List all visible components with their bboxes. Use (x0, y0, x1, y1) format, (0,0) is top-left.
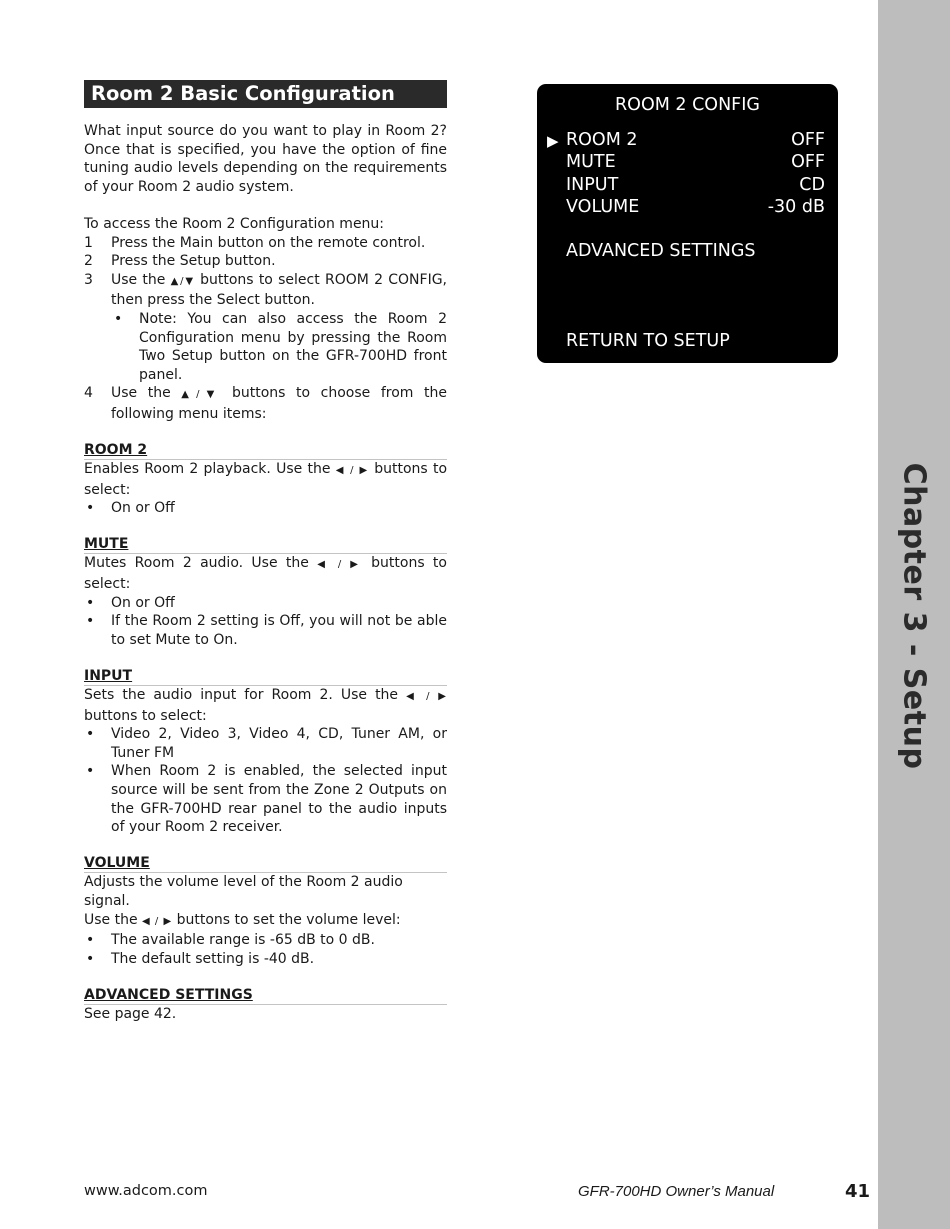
intro-paragraph: What input source do you want to play in Room 2? Once that is specified, you have the option of fine tuning audio levels depending on the requirements of your Room 2 audio system. (84, 123, 447, 195)
input-heading: INPUT (84, 668, 447, 686)
volume-description: Adjusts the volume level of the Room 2 audio signal. (84, 874, 403, 909)
step-item: 2 Press the Setup button. (84, 253, 276, 270)
step-item: 1 Press the Main button on the remote control. (84, 234, 426, 251)
osd-title: ROOM 2 CONFIG (615, 95, 760, 115)
volume-heading: VOLUME (84, 855, 447, 873)
list-item: • The available range is -65 dB to 0 dB. (86, 932, 375, 949)
advanced-heading: ADVANCED SETTINGS (84, 987, 447, 1005)
list-item: • On or Off (86, 500, 175, 517)
osd-advanced-settings: ADVANCED SETTINGS (566, 241, 756, 261)
osd-row-room2: ROOM 2 OFF (566, 130, 825, 150)
footer-manual-title: GFR-700HD Owner’s Manual (578, 1183, 775, 1200)
list-item: • When Room 2 is enabled, the selected input source will be sent from the Zone 2 Outputs on the GFR-700HD rear panel to the audio inputs of your Room 2 receiver. (86, 763, 447, 836)
left-right-arrows-icon: ◀ / ▶ (406, 691, 447, 703)
osd-row-volume: VOLUME -30 dB (566, 197, 825, 217)
left-right-arrows-icon: ◀ / ▶ (335, 465, 369, 477)
chapter-label: Chapter 3 - Setup (896, 462, 932, 770)
step-item: 3 Use the ▲/▼ buttons to select ROOM 2 CONFIG, then press the Select button. (84, 271, 448, 309)
advanced-description: See page 42. (84, 1005, 177, 1022)
up-down-arrows-icon: ▲/▼ (181, 389, 222, 401)
mute-description: Mutes Room 2 audio. Use the ◀ / ▶ buttons to select: (84, 555, 447, 593)
list-item: • The default setting is -40 dB. (86, 950, 315, 967)
left-right-arrows-icon: ◀ / ▶ (317, 559, 363, 571)
footer-url: www.adcom.com (84, 1183, 208, 1199)
volume-instruction: Use the ◀ / ▶ buttons to set the volume level: (84, 911, 401, 928)
page-number: 41 (845, 1181, 871, 1202)
section-title: Room 2 Basic Configuration (84, 80, 447, 108)
input-description: Sets the audio input for Room 2. Use the ◀ / ▶ buttons to select: (84, 687, 447, 724)
osd-return-to-setup: RETURN TO SETUP (566, 331, 730, 351)
osd-row-input: INPUT CD (566, 175, 825, 195)
mute-heading: MUTE (84, 536, 447, 554)
cursor-arrow-icon: ▶ (547, 132, 559, 150)
up-down-arrows-icon: ▲/▼ (170, 275, 195, 287)
room2-heading: ROOM 2 (84, 442, 447, 460)
main-column (84, 80, 447, 1024)
osd-menu-screen (537, 84, 838, 363)
step-item: 4 Use the ▲/▼ buttons to choose from the following menu items: (84, 385, 447, 422)
list-item: • Video 2, Video 3, Video 4, CD, Tuner AM, or Tuner FM (86, 726, 447, 761)
note-item: • Note: You can also access the Room 2 Configuration menu by pressing the Room Two Setup button on the GFR-700HD front panel. (114, 310, 447, 383)
access-intro: To access the Room 2 Configuration menu: (84, 215, 385, 232)
osd-row-mute: MUTE OFF (566, 152, 825, 172)
list-item: • On or Off (86, 594, 175, 611)
chapter-side-tab (878, 0, 950, 1229)
room2-description: Enables Room 2 playback. Use the ◀ / ▶ buttons to select: (84, 461, 448, 498)
list-item: • If the Room 2 setting is Off, you will not be able to set Mute to On. (86, 613, 447, 648)
left-right-arrows-icon: ◀ / ▶ (142, 915, 173, 927)
